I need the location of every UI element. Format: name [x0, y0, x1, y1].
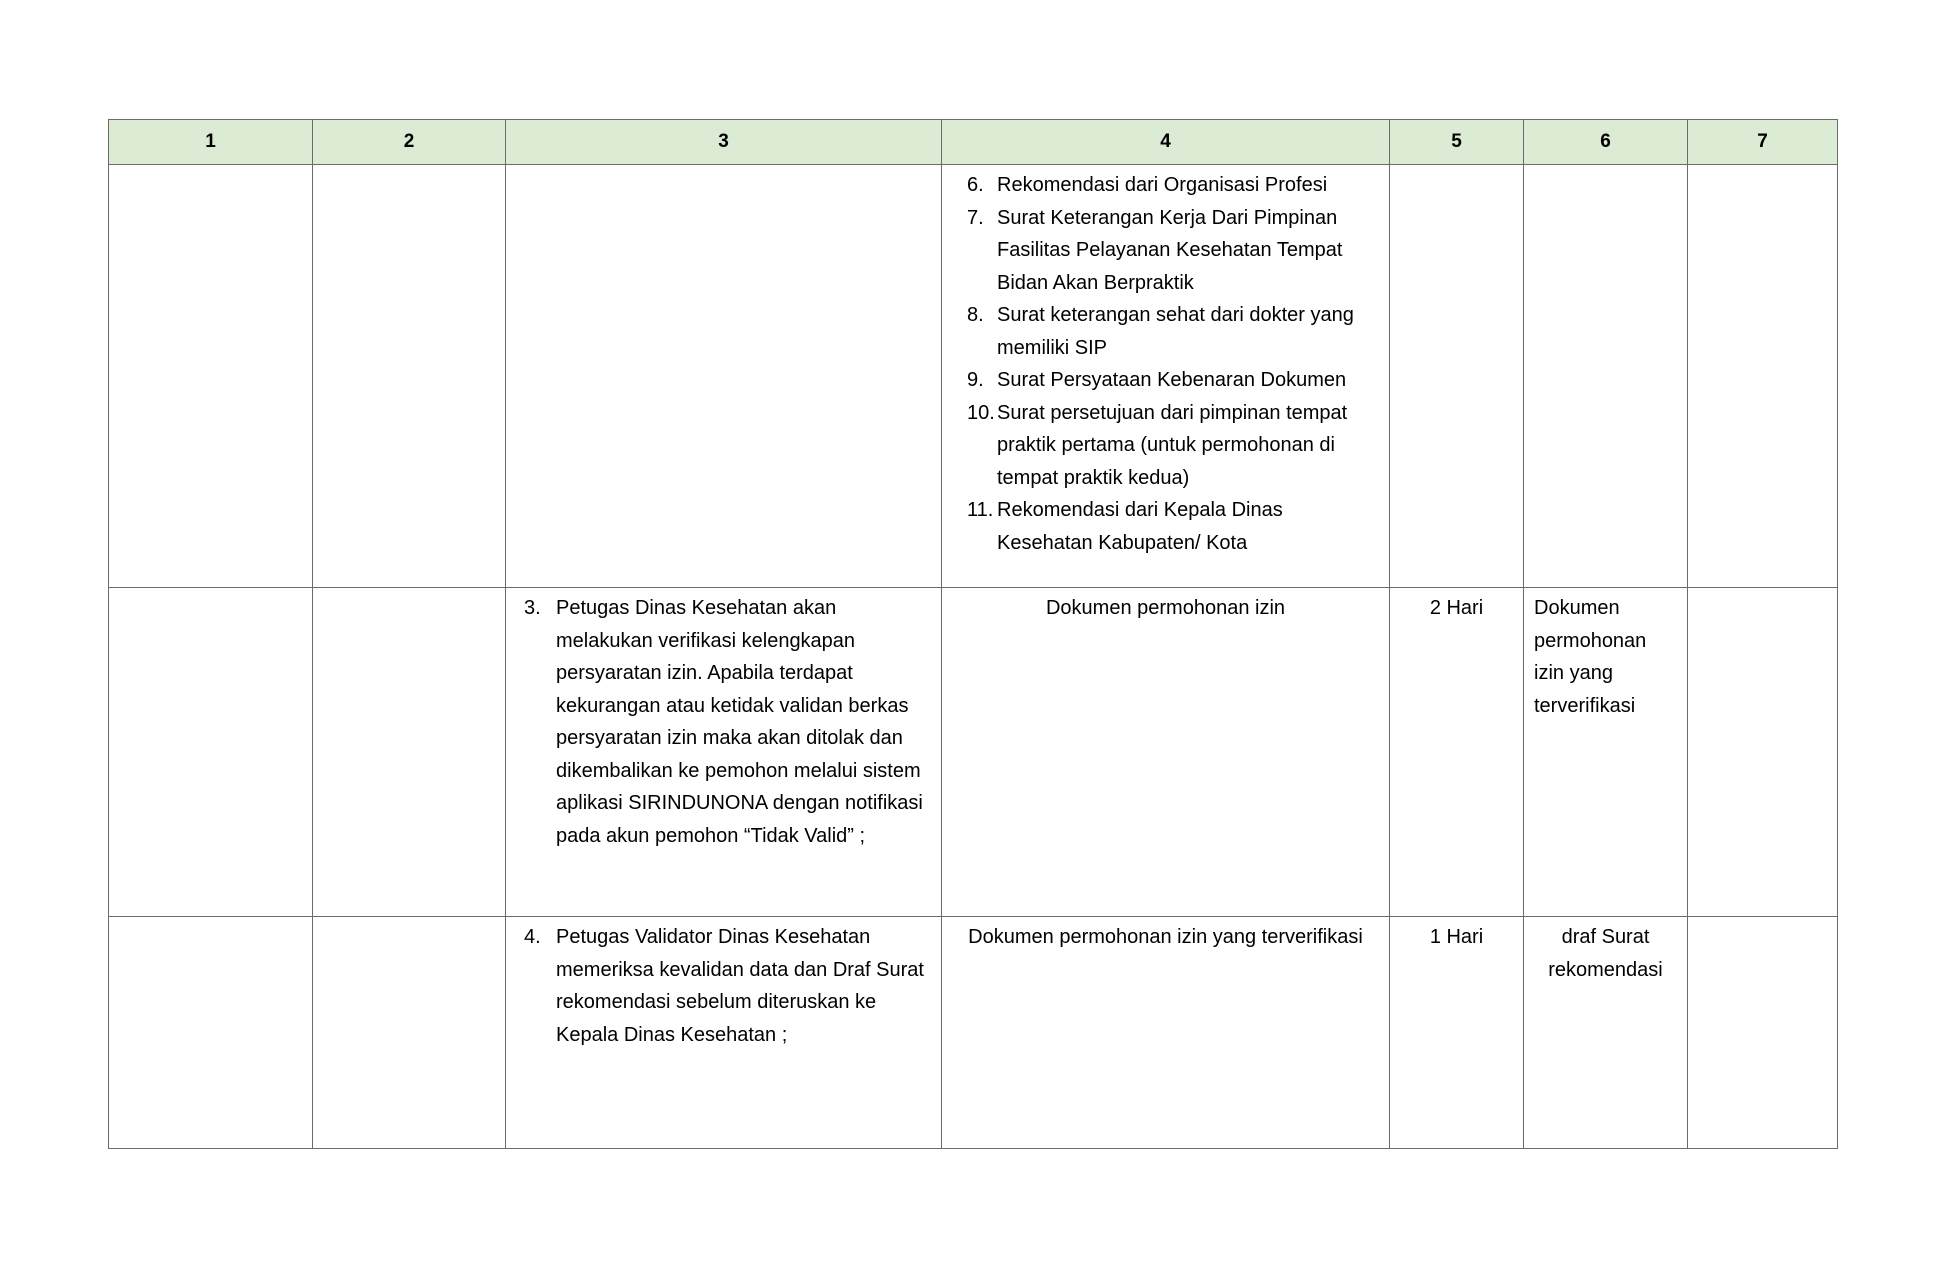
header-col-6: 6 — [1524, 120, 1688, 165]
cell-col-7 — [1688, 917, 1838, 1149]
step-description: Petugas Dinas Kesehatan akan melakukan verifikasi kelengkapan persyaratan izin. Apabila terdapat kekurangan atau ketidak validan berkas persyaratan izin maka akan ditolak dan dikembalikan ke pemohon melalui sistem aplikasi SIRINDUNONA dengan notifikasi pada akun pemohon “Tidak Valid” ; — [556, 597, 923, 847]
header-col-7: 7 — [1688, 120, 1838, 165]
list-item-number: 6. — [967, 174, 984, 196]
cell-col-4: Dokumen permohonan izin — [942, 588, 1390, 917]
step-number: 3. — [524, 597, 541, 619]
cell-col-1 — [109, 588, 313, 917]
list-item — [524, 921, 931, 1051]
list-item — [967, 397, 1381, 495]
cell-col-6: draf Surat rekomendasi — [1524, 917, 1688, 1149]
list-item-text: Surat persetujuan dari pimpinan tempat praktik pertama (untuk permohonan di tempat praktik kedua) — [997, 401, 1348, 489]
cell-col-1 — [109, 165, 313, 588]
list-item — [967, 202, 1381, 300]
cell-col-5: 2 Hari — [1390, 588, 1524, 917]
cell-col-3 — [506, 165, 942, 588]
header-row — [109, 120, 1838, 165]
cell-col-1 — [109, 917, 313, 1149]
list-item — [967, 364, 1381, 397]
list-item-number: 7. — [967, 206, 984, 229]
list-item — [967, 494, 1381, 559]
list-item — [524, 592, 931, 852]
cell-col-4 — [942, 165, 1390, 588]
sop-table — [108, 119, 1838, 1149]
header-col-4: 4 — [942, 120, 1390, 165]
cell-col-3 — [506, 917, 942, 1149]
table-row — [109, 588, 1838, 917]
list-item-number: 9. — [967, 369, 984, 391]
step-description: Petugas Validator Dinas Kesehatan memeriksa kevalidan data dan Draf Surat rekomendasi sebelum diteruskan ke Kepala Dinas Kesehatan ; — [556, 926, 924, 1046]
header-col-5: 5 — [1390, 120, 1524, 165]
cell-col-5: 1 Hari — [1390, 917, 1524, 1149]
list-item-text: Surat Keterangan Kerja Dari Pimpinan Fasilitas Pelayanan Kesehatan Tempat Bidan Akan Berpraktik — [997, 206, 1343, 294]
list-item-number: 10. — [967, 401, 995, 424]
cell-col-4: Dokumen permohonan izin yang terverifikasi — [942, 917, 1390, 1149]
cell-col-7 — [1688, 165, 1838, 588]
cell-col-7 — [1688, 588, 1838, 917]
cell-col-5 — [1390, 165, 1524, 588]
cell-col-6: Dokumen permohonan izin yang terverifikasi — [1524, 588, 1688, 917]
list-item-number: 8. — [967, 304, 984, 326]
list-item-text: Surat keterangan sehat dari dokter yang memiliki SIP — [997, 304, 1354, 359]
requirements-list — [942, 165, 1389, 559]
list-item-text: Rekomendasi dari Organisasi Profesi — [997, 174, 1328, 196]
list-item — [967, 169, 1381, 202]
step-list — [506, 917, 941, 1051]
cell-col-2 — [313, 917, 506, 1149]
header-col-2: 2 — [313, 120, 506, 165]
header-col-3: 3 — [506, 120, 942, 165]
cell-col-3 — [506, 588, 942, 917]
cell-col-2 — [313, 588, 506, 917]
list-item-text: Rekomendasi dari Kepala Dinas Kesehatan Kabupaten/ Kota — [997, 499, 1283, 554]
list-item — [967, 299, 1381, 364]
cell-col-2 — [313, 165, 506, 588]
header-col-1: 1 — [109, 120, 313, 165]
table-row — [109, 917, 1838, 1149]
step-number: 4. — [524, 926, 541, 948]
list-item-text: Surat Persyataan Kebenaran Dokumen — [997, 369, 1347, 391]
table-row — [109, 165, 1838, 588]
list-item-number: 11. — [967, 499, 994, 521]
step-list — [506, 588, 941, 852]
cell-col-6 — [1524, 165, 1688, 588]
